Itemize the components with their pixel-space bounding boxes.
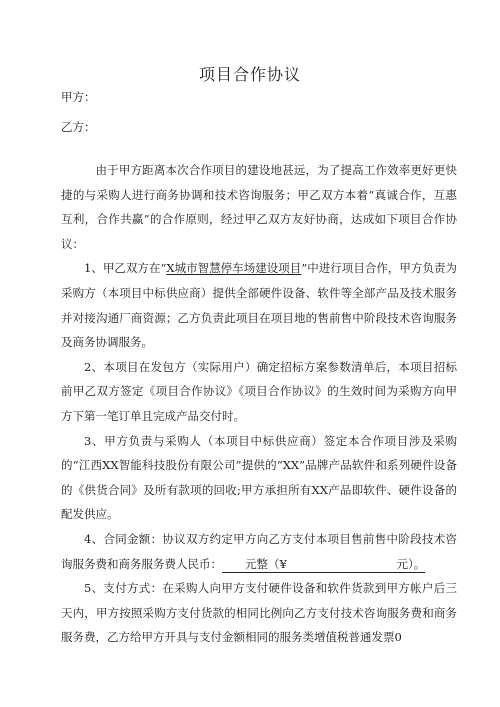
clause-5: 5、支付方式：在采购人向甲方支付硬件设备和软件货款到甲方帐户后三天内，甲方按照采购方支付货款的相同比例向乙方支付技术咨询服务费和商务服务费，乙方给甲方开具与支付金额相同的服务类增值税普通发票0 [61,581,457,645]
document-title: 项目合作协议 [198,65,301,84]
clause-1 [61,256,457,354]
amount-blank [287,557,397,571]
amount-suffix: 元）。 [396,556,426,571]
clause-4 [61,527,457,576]
agreement-body [61,158,457,650]
project-name: X城市智慧停车场建设项目 [166,261,302,276]
amount-prefix: 元整（¥ [245,556,287,571]
clause-4-text: 4、合同金额：协议双方约定甲方向乙方支付本项目售前售中阶段技术咨询服务费和商务服务费人民币： [61,531,457,571]
party-a-label: 甲方： [61,90,96,104]
clause-1-suffix: ”中进行项目合作，甲方负责为采购方（本项目中标供应商）提供全部硬件设备、软件等全部产品及技术服务并对接沟通厂商资源；乙方负责此项目在项目地的售前售中阶段技术咨询服务及商务协调服务。 [61,261,457,350]
clause-1-prefix: 1、甲乙双方在“ [84,261,167,276]
intro-paragraph: 由于甲方距离本次合作项目的建设地甚远，为了提高工作效率更好更快捷的与采购人进行商务协调和技术咨询服务；甲乙双方本着“真诚合作，互惠互利，合作共赢”的合作原则，经过甲乙双方友好协商，达成如下项目合作协议： [61,163,457,251]
amount-fill-line [222,557,425,573]
party-b-label: 乙方： [61,120,96,134]
clause-2: 2、本项目在发包方（实际用户）确定招标方案参数清单后，本项目招标前甲乙双方签定《项目合作协议》《项目合作协议》的生效时间为采购方向甲方下第一笔订单且完成产品交付时。 [61,359,457,423]
clause-3: 3、甲方负责与采购人（本项目中标供应商）签定本合作项目涉及采购的“江西XX智能科技股份有限公司”提供的“XX”品牌产品软件和系列硬件设备的《供货合同》及所有款项的回收;甲方承担所有XX产品即软件、硬件设备的配发供应。 [61,433,457,522]
